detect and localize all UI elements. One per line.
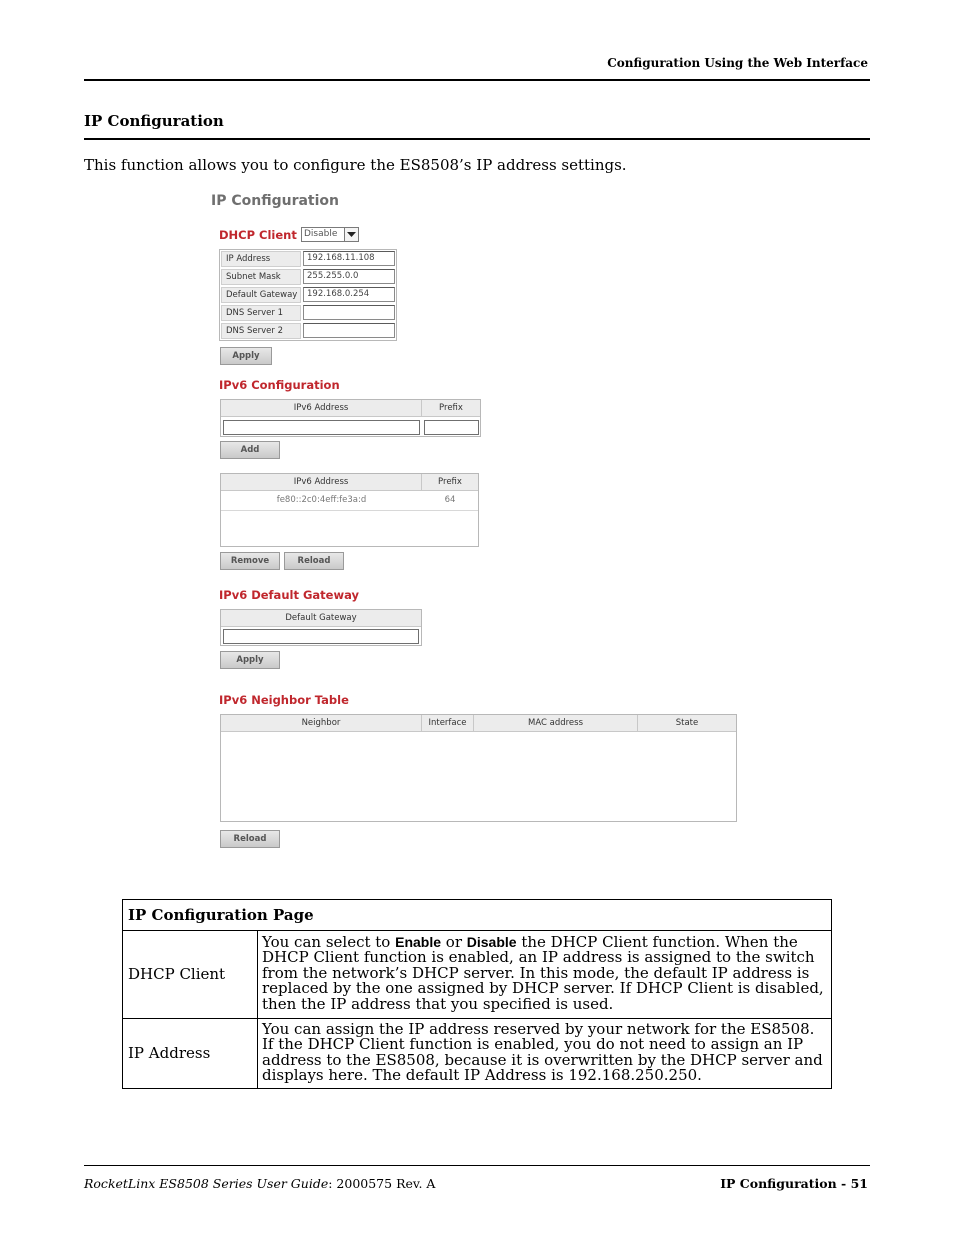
ipv6-neighbor-table-title: IPv6 Neighbor Table xyxy=(219,693,349,707)
remove-button[interactable]: Remove xyxy=(220,552,280,570)
ipv6-address-list xyxy=(220,473,479,547)
running-header: Configuration Using the Web Interface xyxy=(607,56,868,70)
header-rule xyxy=(84,79,870,81)
dns-server-2-input[interactable] xyxy=(303,323,395,338)
table-row xyxy=(123,1019,832,1089)
section-rule xyxy=(84,138,870,140)
ipv4-row-dns-server-1 xyxy=(220,304,396,322)
ipv6-default-gateway-input[interactable] xyxy=(223,629,419,644)
chevron-down-icon[interactable] xyxy=(344,228,358,241)
description-text: the DHCP Client function. When the DHCP Client function is enabled, an IP address is assigned to the switch from the network’s DHCP server. In this mode, the default IP address is replaced by the one assigned by DHCP server. If DHCP Client is disabled, then the IP address that you specified is used. xyxy=(262,932,824,1013)
interface-header: Interface xyxy=(422,715,474,732)
ip-address-label: IP Address xyxy=(221,251,301,267)
ipv6-gateway-table xyxy=(220,609,422,646)
enable-keyword: Enable xyxy=(395,933,442,950)
table-header-row xyxy=(123,900,832,931)
subnet-mask-input[interactable]: 255.255.0.0 xyxy=(303,269,395,284)
document-number: : 2000575 Rev. A xyxy=(328,1176,436,1191)
ip-address-description: You can assign the IP address reserved by your network for the ES8508. If the DHCP Client function is enabled, you do not need to assign an IP address to the ES8508, because it is overwritten by the DHCP server and displays here. The default IP Address is 192.168.250.250. xyxy=(258,1019,832,1089)
disable-keyword: Disable xyxy=(466,933,517,950)
prefix-input[interactable] xyxy=(424,420,479,435)
apply-button[interactable]: Apply xyxy=(220,347,272,365)
ip-address-input[interactable]: 192.168.11.108 xyxy=(303,251,395,266)
dhcp-client-description xyxy=(258,931,832,1019)
dhcp-client-select[interactable] xyxy=(301,227,359,242)
ipv4-row-ip-address xyxy=(220,250,396,268)
dns-server-1-input[interactable] xyxy=(303,305,395,320)
subnet-mask-label: Subnet Mask xyxy=(221,269,301,285)
footer-document-info xyxy=(84,1176,435,1191)
dns-server-2-label: DNS Server 2 xyxy=(221,323,301,339)
ipv6-address-input[interactable] xyxy=(223,420,420,435)
default-gateway-input[interactable]: 192.168.0.254 xyxy=(303,287,395,302)
ipv6-add-table xyxy=(220,399,481,437)
reload-button[interactable]: Reload xyxy=(284,552,344,570)
product-name: RocketLinx ES8508 Series User Guide xyxy=(84,1176,329,1191)
prefix-header: Prefix xyxy=(422,474,478,491)
neighbor-reload-button[interactable]: Reload xyxy=(220,830,280,848)
page-number: IP Configuration - 51 xyxy=(720,1176,868,1191)
ipv6-address-header: IPv6 Address xyxy=(221,400,422,417)
default-gateway-label: Default Gateway xyxy=(221,287,301,303)
prefix-cell: 64 xyxy=(444,495,456,505)
footer-rule xyxy=(84,1165,870,1166)
prefix-header: Prefix xyxy=(422,400,480,417)
dhcp-client-label: DHCP Client xyxy=(219,228,297,242)
ipv4-row-dns-server-2 xyxy=(220,322,396,340)
mac-address-header: MAC address xyxy=(474,715,638,732)
intro-paragraph: This function allows you to configure the ES8508’s IP address settings. xyxy=(84,156,627,174)
neighbor-header: Neighbor xyxy=(221,715,422,732)
table-row xyxy=(123,931,832,1019)
table-title: IP Configuration Page xyxy=(123,900,832,931)
ipv4-row-default-gateway xyxy=(220,286,396,304)
ui-page-title: IP Configuration xyxy=(211,193,339,209)
dhcp-client-term: DHCP Client xyxy=(123,931,258,1019)
dhcp-client-value: Disable xyxy=(304,229,338,239)
add-button[interactable]: Add xyxy=(220,441,280,459)
gateway-apply-button[interactable]: Apply xyxy=(220,651,280,669)
ipv4-settings-table xyxy=(219,249,397,341)
ip-configuration-description-table xyxy=(122,899,832,1089)
ip-address-term: IP Address xyxy=(123,1019,258,1089)
dns-server-1-label: DNS Server 1 xyxy=(221,305,301,321)
description-text: You can select to xyxy=(262,932,396,951)
section-title: IP Configuration xyxy=(84,112,224,130)
state-header: State xyxy=(638,715,736,732)
ipv6-neighbor-table xyxy=(220,714,737,822)
ipv6-default-gateway-title: IPv6 Default Gateway xyxy=(219,588,359,602)
description-text: or xyxy=(441,932,467,951)
ipv4-row-subnet-mask xyxy=(220,268,396,286)
table-row[interactable] xyxy=(221,492,478,511)
ipv6-address-cell: fe80::2c0:4eff:fe3a:d xyxy=(276,495,367,505)
ipv6-address-header: IPv6 Address xyxy=(221,474,422,491)
default-gateway-header: Default Gateway xyxy=(221,610,421,627)
ipv6-configuration-title: IPv6 Configuration xyxy=(219,378,340,392)
